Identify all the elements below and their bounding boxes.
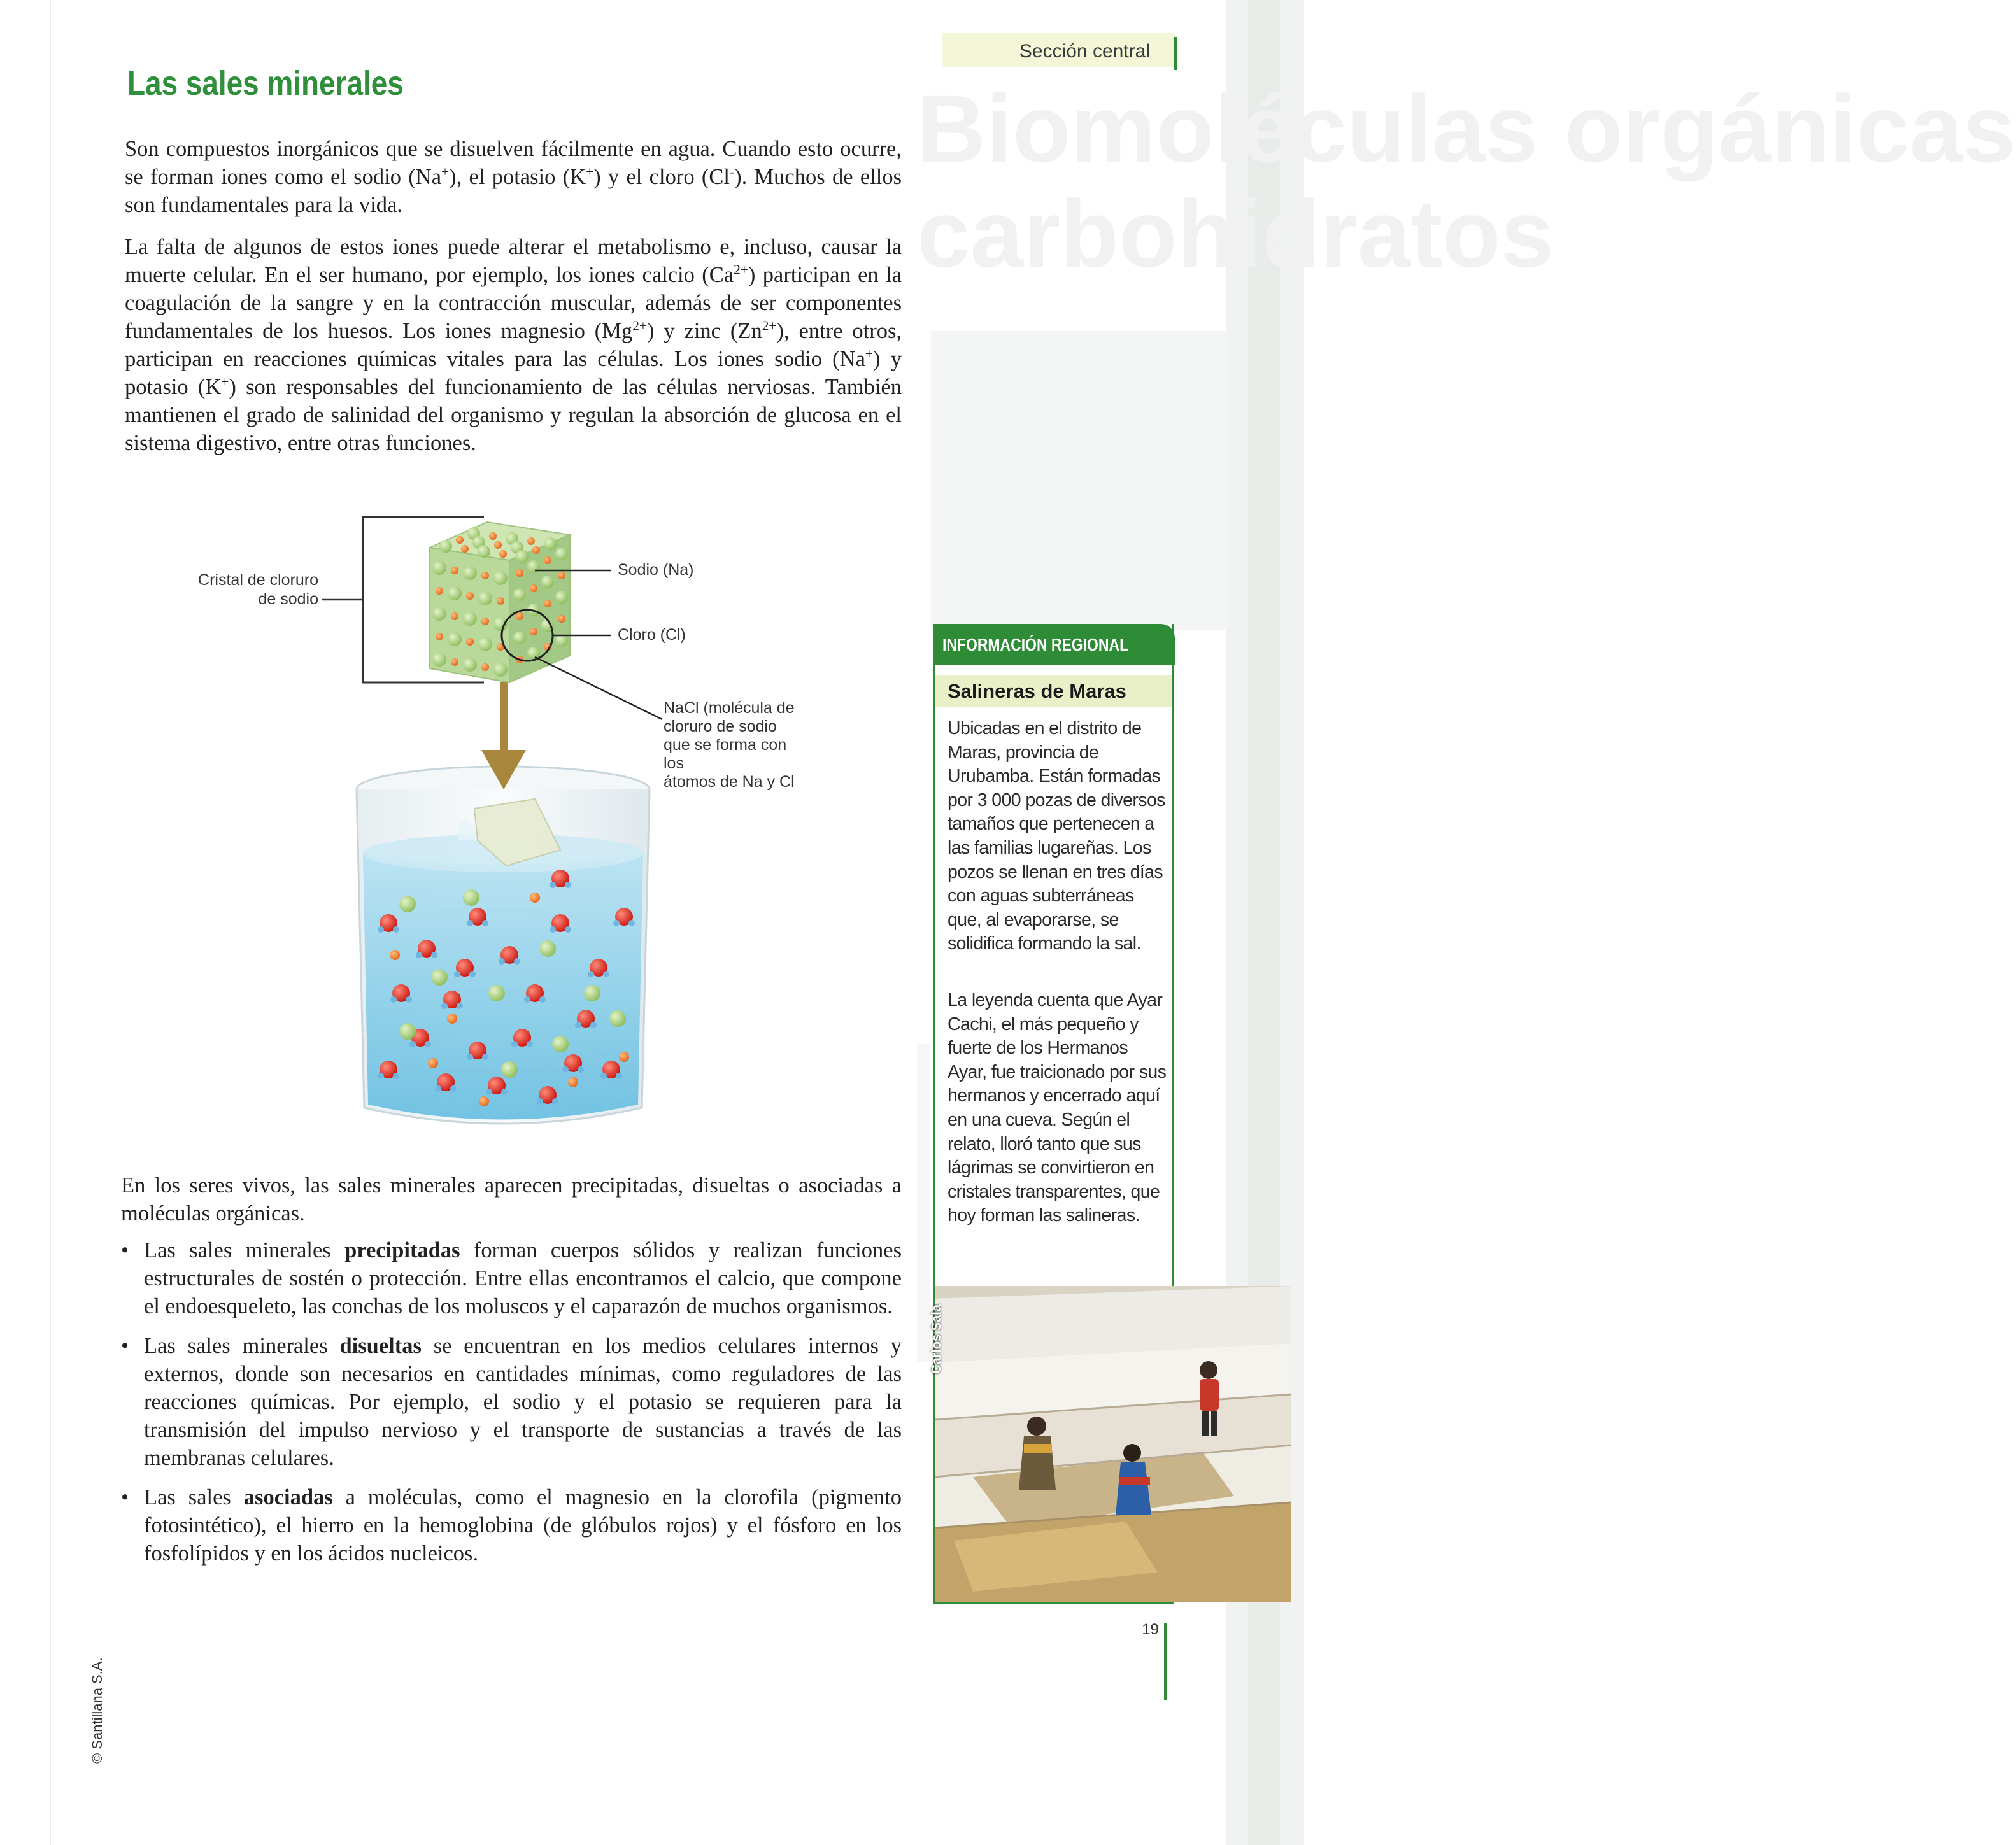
water-hydrogen-atom bbox=[590, 1022, 597, 1028]
regional-info-title: Salineras de Maras bbox=[948, 680, 1126, 702]
nacl-crystal-cube bbox=[430, 522, 570, 682]
chlorine-ion bbox=[479, 1096, 489, 1106]
chlorine-atom bbox=[466, 592, 474, 600]
chlorine-atom bbox=[451, 658, 458, 666]
water-hydrogen-atom bbox=[539, 996, 546, 1003]
nacl-label: NaCl (molécula de cloruro de sodio que se forma con los átomos de Na y Cl bbox=[664, 699, 795, 791]
regional-info-header-text: INFORMACIÓN REGIONAL bbox=[942, 635, 1129, 654]
water-hydrogen-atom bbox=[628, 920, 635, 926]
page-title: Las sales minerales bbox=[127, 64, 404, 102]
chlorine-label: Cloro (Cl) bbox=[618, 626, 686, 644]
water-hydrogen-atom bbox=[552, 1098, 558, 1105]
water-hydrogen-atom bbox=[467, 920, 473, 926]
water-hydrogen-atom bbox=[469, 971, 476, 977]
mineral-salts-forms-intro: En los seres vivos, las sales minerales aparecen precipitadas, disueltas o asociadas a moléculas orgánicas. bbox=[121, 1173, 902, 1226]
water-hydrogen-atom bbox=[378, 1073, 384, 1079]
regional-info-paragraph-2: La leyenda cuenta que Ayar Cachi, el más pequeño y fuerte de los Hermanos Ayar, fue traicionado por sus hermanos y encerrado aquí en una cueva. Según el relato, lloró tanto que sus lágrimas se convirtieron en cristales transparentes, que hoy forman las salineras. bbox=[948, 990, 1167, 1226]
page-number-bar bbox=[1164, 1623, 1167, 1700]
water-hydrogen-atom bbox=[454, 971, 460, 977]
water-hydrogen-atom bbox=[416, 952, 422, 958]
nacl-dissolution-diagram bbox=[178, 509, 802, 1146]
sodium-atom bbox=[493, 571, 508, 585]
water-hydrogen-atom bbox=[511, 1041, 518, 1047]
chlorine-atom bbox=[456, 536, 464, 544]
chlorine-atom bbox=[436, 587, 443, 595]
chlorine-ion bbox=[619, 1052, 629, 1062]
sodium-atom bbox=[513, 632, 526, 644]
sodium-ion bbox=[431, 969, 448, 986]
water-hydrogen-atom bbox=[482, 920, 488, 926]
crystal-label: Cristal de cloruro de sodio bbox=[198, 571, 318, 608]
water-hydrogen-atom bbox=[406, 996, 412, 1003]
chlorine-atom bbox=[544, 600, 551, 607]
sodium-atom bbox=[478, 591, 492, 605]
sodium-atom bbox=[478, 637, 492, 651]
list-item-associated: • Las sales asociadas a moléculas, como el magnesio en la clorofila (pigmento fotosintético), el hierro en la hemoglobina (de glóbulos rojos) y el fósforo en los fosfolípidos y en los ácidos nucleicos. bbox=[121, 1483, 902, 1567]
chlorine-atom bbox=[481, 618, 489, 625]
page-number: 19 bbox=[1142, 1621, 1159, 1638]
sodium-atom bbox=[448, 586, 462, 600]
sodium-ion bbox=[399, 896, 416, 912]
chlorine-atom bbox=[481, 663, 489, 671]
sodium-ion bbox=[609, 1010, 626, 1027]
chlorine-atom bbox=[461, 545, 469, 553]
sodium-ion bbox=[399, 1023, 416, 1040]
water-hydrogen-atom bbox=[409, 1041, 416, 1047]
water-hydrogen-atom bbox=[393, 1073, 399, 1079]
water-hydrogen-atom bbox=[524, 996, 530, 1003]
water-hydrogen-atom bbox=[600, 1073, 607, 1079]
chlorine-atom bbox=[481, 572, 489, 579]
regional-info-paragraph-1: Ubicadas en el distrito de Maras, provincia de Urubamba. Están formadas por 3 000 pozas de diversos tamaños que pertenecen a las familias lugareñas. Los pozos se llenan en tres días con aguas subterráneas que, al evaporarse, se solidifica formando la sal. bbox=[948, 718, 1165, 954]
bleed-through-title: Biomoléculas orgánicas carbohidratos bbox=[917, 75, 2016, 287]
section-accent-bar bbox=[1174, 37, 1177, 70]
chlorine-atom bbox=[436, 633, 443, 640]
chlorine-atom bbox=[516, 569, 523, 577]
chlorine-atom bbox=[497, 597, 504, 605]
water-hydrogen-atom bbox=[527, 1041, 533, 1047]
water-hydrogen-atom bbox=[565, 926, 571, 933]
sodium-atom bbox=[463, 658, 477, 672]
sodium-ion bbox=[463, 889, 479, 906]
water-hydrogen-atom bbox=[603, 971, 609, 977]
list-item-dissolved: • Las sales minerales disueltas se encuentran en los medios celulares internos y externos, donde son necesarios en cantidades mínimas, como reguladores de las reacciones químicas. Por ejemplo, el sodio y el potasio se requieren para la transmisión del impulso nervioso y el transporte de sustancias a través de las membranas celulares. bbox=[121, 1332, 902, 1472]
water-hydrogen-atom bbox=[550, 926, 556, 933]
sodium-atom bbox=[513, 588, 526, 601]
chlorine-atom bbox=[494, 541, 502, 549]
chlorine-atom bbox=[516, 612, 523, 620]
chlorine-atom bbox=[527, 537, 535, 545]
sodium-ion bbox=[488, 985, 505, 1001]
sodium-atom bbox=[544, 537, 557, 550]
chlorine-atom bbox=[466, 638, 474, 646]
chlorine-atom bbox=[558, 615, 565, 623]
sodium-atom bbox=[541, 576, 554, 588]
photo-illustration bbox=[935, 1286, 1291, 1602]
water-hydrogen-atom bbox=[514, 958, 520, 965]
water-hydrogen-atom bbox=[499, 958, 505, 965]
water-hydrogen-atom bbox=[588, 971, 594, 977]
water-hydrogen-atom bbox=[393, 926, 399, 933]
water-hydrogen-atom bbox=[486, 1089, 492, 1095]
water-hydrogen-atom bbox=[390, 996, 397, 1003]
chlorine-atom bbox=[451, 612, 458, 620]
sodium-atom bbox=[555, 548, 568, 560]
sodium-atom bbox=[432, 607, 446, 621]
chlorine-atom bbox=[451, 567, 458, 574]
water-hydrogen-atom bbox=[550, 882, 556, 888]
sodium-atom bbox=[516, 550, 529, 563]
sodium-ion bbox=[552, 1036, 569, 1052]
sodium-atom bbox=[478, 545, 490, 558]
chlorine-atom bbox=[532, 546, 540, 554]
photo-credit: Carlos Sala bbox=[930, 1304, 944, 1374]
sodium-atom bbox=[432, 653, 446, 667]
sodium-atom bbox=[463, 612, 477, 626]
water-hydrogen-atom bbox=[501, 1089, 508, 1095]
water-hydrogen-atom bbox=[378, 926, 384, 933]
chlorine-atom bbox=[530, 628, 537, 635]
water-hydrogen-atom bbox=[565, 882, 571, 888]
list-item-precipitated: • Las sales minerales precipitadas forman cuerpos sólidos y realizan funciones estructurales de sostén o protección. Entre ellas encontramos el calcio, que compone el endoesqueleto, las conchas de los moluscos y el caparazón de muchos organismos. bbox=[121, 1236, 902, 1320]
chlorine-ion bbox=[530, 893, 540, 903]
bleed-through-band bbox=[931, 331, 1228, 630]
chlorine-ion bbox=[447, 1014, 457, 1024]
maras-salt-pans-photo bbox=[935, 1286, 1291, 1602]
chlorine-atom bbox=[499, 550, 507, 558]
water-hydrogen-atom bbox=[562, 1066, 569, 1073]
chlorine-atom bbox=[544, 556, 551, 564]
intro-paragraph-2: La falta de algunos de estos iones puede alterar el metabolismo e, incluso, causar la muerte celular. En el ser humano, por ejemplo, los iones calcio $(Ca^{2+})$ participan en la coagulación de la sangre y en la contracción muscular, además de ser componentes fundamentales de los huesos. Los iones magnesio $(Mg^{2+})$ y zinc $(Zn^{2+})$, entre otros, participan en reacciones químicas vitales para las células. Los iones sodio (Na+) y potasio (K+) son responsables del funcionamiento de las células nerviosas. También mantienen el grado de salinidad del organismo y regulan la absorción de glucosa en el sistema digestivo, entre otras funciones. bbox=[125, 235, 902, 455]
water-hydrogen-atom bbox=[441, 1003, 448, 1009]
water-hydrogen-atom bbox=[578, 1066, 584, 1073]
sodium-label: Sodio (Na) bbox=[618, 561, 694, 579]
bleed-through-mark bbox=[917, 1044, 930, 1362]
chlorine-ion bbox=[390, 950, 400, 960]
chlorine-atom bbox=[530, 584, 537, 592]
sodium-atom bbox=[463, 566, 477, 580]
chlorine-atom bbox=[558, 572, 565, 579]
water-hydrogen-atom bbox=[457, 1003, 463, 1009]
sodium-ion bbox=[539, 940, 556, 957]
mineral-salts-list bbox=[121, 1236, 902, 1579]
sodium-atom bbox=[448, 632, 462, 646]
water-hydrogen-atom bbox=[435, 1085, 441, 1092]
water-hydrogen-atom bbox=[575, 1022, 581, 1028]
nacl-leader bbox=[535, 657, 662, 719]
chlorine-ion bbox=[568, 1077, 578, 1087]
sodium-atom bbox=[439, 540, 452, 553]
bullet-dot: • bbox=[121, 1485, 129, 1509]
water-hydrogen-atom bbox=[425, 1041, 431, 1047]
water-hydrogen-atom bbox=[613, 920, 620, 926]
bullet-dot: • bbox=[121, 1238, 129, 1262]
copyright-notice: © Santillana S.A. bbox=[89, 1657, 105, 1764]
sodium-atom bbox=[493, 663, 508, 677]
water-hydrogen-atom bbox=[467, 1054, 473, 1060]
water-hydrogen-atom bbox=[616, 1073, 622, 1079]
page-edge bbox=[50, 0, 51, 1845]
bullet-dot: • bbox=[121, 1334, 129, 1358]
sodium-ion bbox=[501, 1061, 518, 1078]
chlorine-ion bbox=[428, 1058, 438, 1068]
water-hydrogen-atom bbox=[537, 1098, 543, 1105]
section-label: Sección central bbox=[1019, 41, 1150, 62]
water-hydrogen-atom bbox=[431, 952, 437, 958]
sodium-ion bbox=[584, 985, 600, 1001]
water-hydrogen-atom bbox=[482, 1054, 488, 1060]
water-hydrogen-atom bbox=[450, 1085, 457, 1092]
intro-paragraph-1: Son compuestos inorgánicos que se disuelven fácilmente en agua. Cuando esto ocurre, se forman iones como el sodio (Na+), el potasio (K+) y el cloro (Cl-). Muchos de ellos son fundamentales para la vida. bbox=[125, 137, 902, 217]
arrow-shaft bbox=[500, 682, 508, 758]
sodium-atom bbox=[555, 591, 568, 604]
sodium-atom bbox=[432, 561, 446, 575]
chlorine-atom bbox=[489, 532, 497, 540]
